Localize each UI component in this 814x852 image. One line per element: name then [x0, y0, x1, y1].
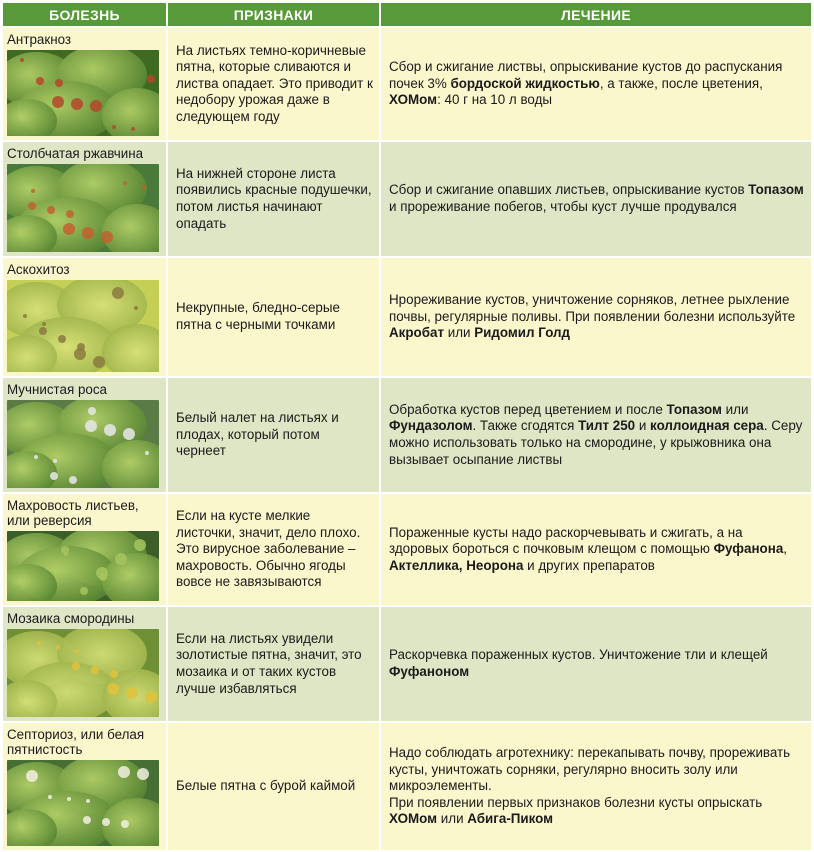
table-row	[3, 606, 811, 722]
treatment-cell	[380, 27, 811, 141]
product-name: Актеллика, Неорона	[389, 557, 524, 573]
treatment-text: Обработка кустов перед цветением и после	[389, 401, 667, 417]
treatment-text: и	[635, 418, 651, 434]
treatment-cell	[380, 493, 811, 606]
symptoms-cell: Белые пятна с бурой каймой	[167, 722, 380, 851]
treatment-text: Надо соблюдать агротехнику: перекапывать почву, прореживать кусты, уничтожать сорняки, регулярно вносить золу или микроэлементы.	[389, 745, 791, 794]
leaf-pale-spots-photo	[7, 280, 159, 372]
product-name: Фуфаноном	[389, 664, 470, 679]
treatment-text: или	[444, 325, 475, 341]
product-name: бордоской жидкостью	[450, 75, 600, 91]
disease-name: Столбчатая ржавчина	[7, 146, 144, 161]
septoria-leaves-photo	[7, 760, 159, 846]
treatment-text: : 40 г на 10 л воды	[437, 92, 553, 108]
table-row	[3, 257, 811, 377]
symptoms-cell: Белый налет на листьях и плодах, который потом чернеет	[167, 377, 380, 493]
disease-cell	[3, 493, 167, 606]
disease-name: Септориоз, или белая пятнистость	[7, 727, 145, 757]
treatment-text: При появлении первых признаков болезни кусты опрыскать	[389, 794, 763, 810]
disease-cell	[3, 257, 167, 377]
treatment-text: или	[721, 401, 749, 417]
product-name: Топазом	[748, 182, 804, 198]
treatment-text: , а также, после цветения,	[599, 75, 763, 91]
treatment-text: и других препаратов	[523, 557, 655, 573]
treatment-text: . Серу можно использовать только на смородине, у крыжовника она вызывает осыпание листвы	[389, 418, 803, 467]
treatment-text: Пораженные кусты надо раскорчевывать и сжигать, а на здоровых бороться с почковым клещом с помощью	[389, 524, 743, 557]
header-treatment: ЛЕЧЕНИЕ	[380, 3, 811, 27]
disease-cell	[3, 27, 167, 141]
disease-name: Мозаика смородины	[7, 611, 135, 626]
mosaic-leaves-photo	[7, 629, 159, 717]
treatment-text: . Также сгодятся	[472, 418, 579, 434]
symptoms-cell: Некрупные, бледно-серые пятна с черными точками	[167, 257, 380, 377]
currant-leaves-rust-photo	[7, 164, 159, 252]
treatment-text: Сбор и сжигание опавших листьев, опрыскивание кустов	[389, 182, 749, 198]
table-row	[3, 722, 811, 851]
treatment-text: или	[437, 811, 468, 827]
disease-table	[3, 3, 811, 852]
product-name: Тилт 250	[578, 418, 636, 434]
product-name: Абига-Пиком	[467, 811, 554, 827]
symptoms-cell: Если на листьях увидели золотистые пятна, значит, это мозаика и от таких кустов лучше избавляться	[167, 606, 380, 722]
symptoms-cell: Если на кусте мелкие листочки, значит, дело плохо. Это вирусное заболевание – махровость. Обычно ягоды вовсе не завязываются	[167, 493, 380, 606]
product-name: Фундазолом	[389, 418, 473, 434]
product-name: Фуфанона	[713, 541, 784, 557]
treatment-cell	[380, 606, 811, 722]
symptoms-cell: На нижней стороне листа появились красные подушечки, потом листья начинают опадать	[167, 141, 380, 257]
disease-cell	[3, 606, 167, 722]
treatment-cell	[380, 257, 811, 377]
table-row	[3, 141, 811, 257]
disease-cell	[3, 377, 167, 493]
disease-name: Мучнистая роса	[7, 382, 107, 397]
disease-cell	[3, 141, 167, 257]
header-disease: БОЛЕЗНЬ	[3, 3, 167, 27]
treatment-text: ,	[783, 541, 788, 557]
product-name: Ридомил Голд	[474, 325, 571, 341]
disease-cell	[3, 722, 167, 851]
header-symptoms: ПРИЗНАКИ	[167, 3, 380, 27]
treatment-cell	[380, 377, 811, 493]
symptoms-cell: На листьях темно-коричневые пятна, которые сливаются и листва опадает. Это приводит к недобору урожая даже в следующем году	[167, 27, 380, 141]
product-name: ХОМом	[389, 92, 438, 108]
table-header-row	[3, 3, 811, 27]
disease-name: Антракноз	[7, 32, 72, 47]
product-name: ХОМом	[389, 811, 438, 827]
table-row	[3, 27, 811, 141]
product-name: коллоидная сера	[650, 418, 764, 434]
treatment-text: Нрореживание кустов, уничтожение сорняков, летнее рыхление почвы, регулярные поливы. При появлении болезни используйте	[389, 292, 796, 324]
product-name: Акробат	[389, 325, 445, 341]
currant-leaves-brown-spots-photo	[7, 50, 159, 136]
treatment-cell	[380, 141, 811, 257]
disease-name: Махровость листьев, или реверсия	[7, 498, 139, 528]
treatment-cell	[380, 722, 811, 851]
powdery-mildew-leaves-photo	[7, 400, 159, 488]
treatment-text: Сбор и сжигание листвы, опрыскивание кустов до распускания почек 3%	[389, 59, 783, 91]
treatment-text: и прореживание побегов, чтобы куст лучше продувался	[389, 199, 737, 214]
table-row	[3, 377, 811, 493]
disease-name: Аскохитоз	[7, 262, 70, 277]
table-row	[3, 493, 811, 606]
treatment-text: Раскорчевка пораженных кустов. Уничтожение тли и клещей	[389, 647, 768, 663]
product-name: Топазом	[666, 401, 722, 417]
reversion-leaves-photo	[7, 531, 159, 601]
